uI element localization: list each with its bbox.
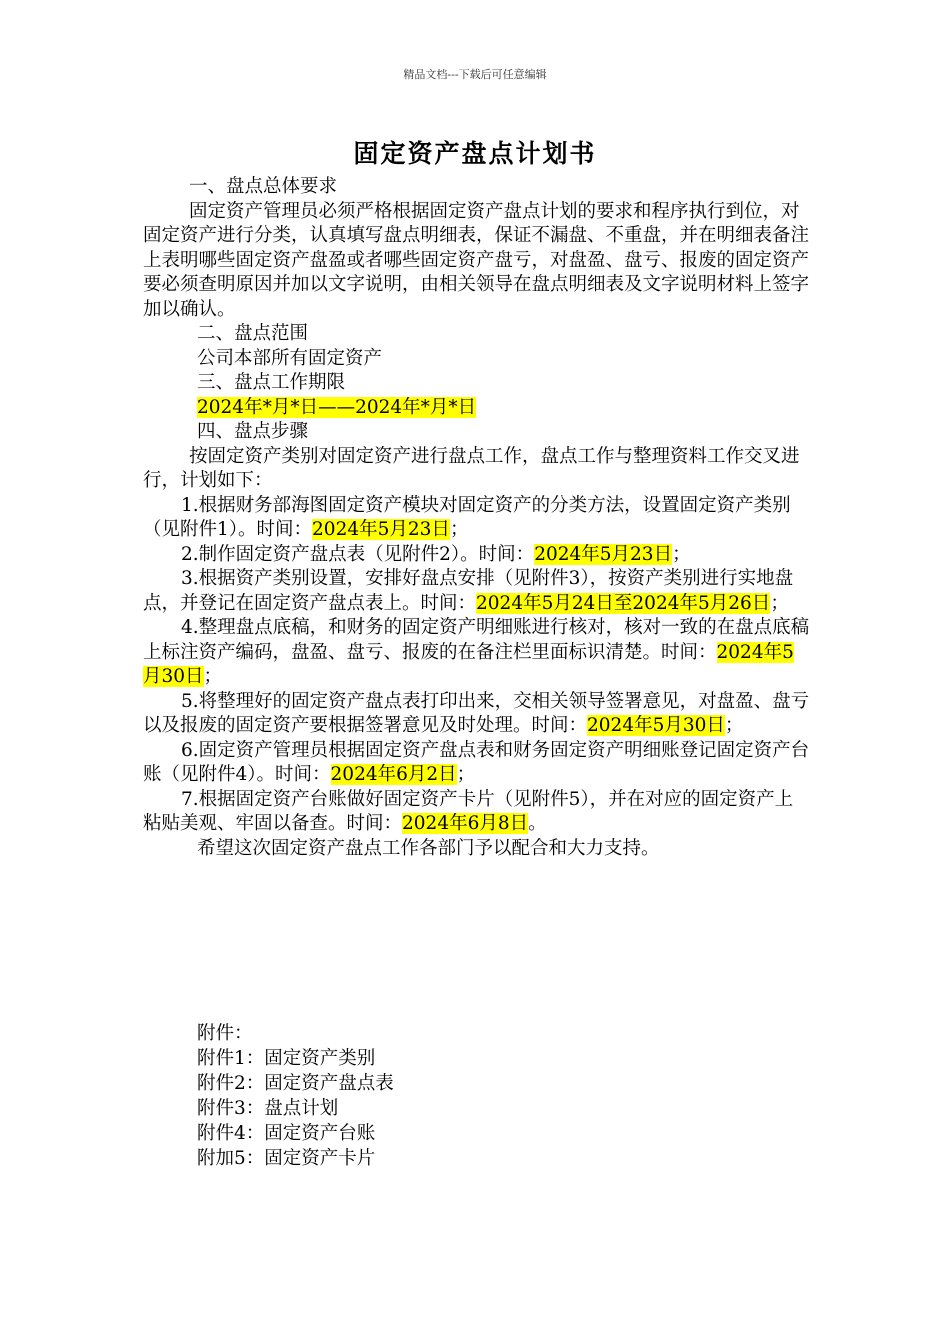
attachments-list (197, 1021, 394, 1171)
document-title: 固定资产盘点计划书 (353, 139, 597, 168)
page-header-note: 精品文档---下载后可任意编辑 (403, 68, 547, 81)
step-item (143, 739, 811, 788)
section-2-body: 公司本部所有固定资产 (197, 347, 383, 369)
step-item (143, 616, 811, 690)
highlighted-date: 2024年5月24日至2024年5月26日 (476, 592, 771, 614)
step-text: 6.固定资产管理员根据固定资产盘点表和财务固定资产明细账登记固定资产台账（见附件4）。时间： (143, 739, 810, 785)
section-1-heading: 一、盘点总体要求 (189, 176, 338, 197)
document-body (143, 175, 811, 861)
section-4-intro: 按固定资产类别对固定资产进行盘点工作，盘点工作与整理资料工作交叉进行，计划如下： (143, 445, 800, 491)
step-item (143, 690, 811, 739)
step-item (143, 567, 811, 616)
highlighted-date: 2024年5月23日 (534, 543, 673, 565)
section-4-heading: 四、盘点步骤 (197, 421, 309, 442)
attachments-heading: 附件： (197, 1023, 253, 1044)
attachment-item: 附件1：固定资产类别 (197, 1048, 376, 1069)
highlighted-date: 2024年6月8日 (402, 813, 529, 834)
step-end: ； (449, 519, 469, 540)
step-text: 7.根据固定资产台账做好固定资产卡片（见附件5），并在对应的固定资产上粘贴美观、牢固以备查。时间： (143, 788, 794, 834)
section-2-heading: 二、盘点范围 (197, 323, 309, 344)
step-end: ； (672, 543, 691, 565)
highlighted-date: 2024年5月30日 (587, 715, 725, 736)
section-3-heading: 三、盘点工作期限 (197, 372, 346, 393)
highlighted-date: 2024年5月23日 (312, 519, 450, 540)
step-text: 2.制作固定资产盘点表（见附件2）。时间： (181, 543, 535, 565)
step-end: ； (770, 592, 789, 614)
step-text: 3.根据资产类别设置，安排好盘点安排（见附件3），按资产类别进行实地盘点，并登记在固定资产盘点表上。时间： (143, 568, 794, 614)
attachment-item: 附件3：盘点计划 (197, 1098, 339, 1119)
step-text: 1.根据财务部海图固定资产模块对固定资产的分类方法，设置固定资产类别（见附件1）。时间： (143, 494, 791, 540)
section-1-body: 固定资产管理员必须严格根据固定资产盘点计划的要求和程序执行到位，对固定资产进行分类，认真填写盘点明细表，保证不漏盘、不重盘，并在明细表备注上表明哪些固定资产盘盈或者哪些固定资产盘亏，对盘盈、盘亏、报废的固定资产要必须查明原因并加以文字说明，由相关领导在盘点明细表及文字说明材料上签字加以确认。 (143, 200, 810, 320)
step-end: 。 (528, 813, 547, 834)
step-item (143, 788, 811, 837)
step-end: ； (724, 715, 744, 736)
attachment-item: 附加5：固定资产卡片 (197, 1148, 376, 1169)
highlighted-date: 2024年6月2日 (330, 764, 457, 785)
step-item (143, 543, 811, 568)
highlighted-date: 2024年5月30日 (143, 641, 794, 687)
closing-statement: 希望这次固定资产盘点工作各部门予以配合和大力支持。 (197, 837, 660, 859)
highlighted-date-range: 2024年*月*日——2024年*月*日 (197, 396, 477, 418)
step-text: 4.整理盘点底稿，和财务的固定资产明细账进行核对，核对一致的在盘点底稿上标注资产编码，盘盈、盘亏、报废的在备注栏里面标识清楚。时间： (143, 617, 810, 663)
step-item (143, 494, 811, 543)
section-3-body (143, 396, 811, 421)
step-end: ； (203, 666, 223, 687)
attachment-item: 附件4：固定资产台账 (197, 1123, 376, 1144)
step-end: ； (456, 764, 476, 785)
step-text: 5.将整理好的固定资产盘点表打印出来，交相关领导签署意见，对盘盈、盘亏以及报废的固定资产要根据签署意见及时处理。时间： (143, 690, 810, 736)
attachment-item: 附件2：固定资产盘点表 (197, 1073, 394, 1094)
